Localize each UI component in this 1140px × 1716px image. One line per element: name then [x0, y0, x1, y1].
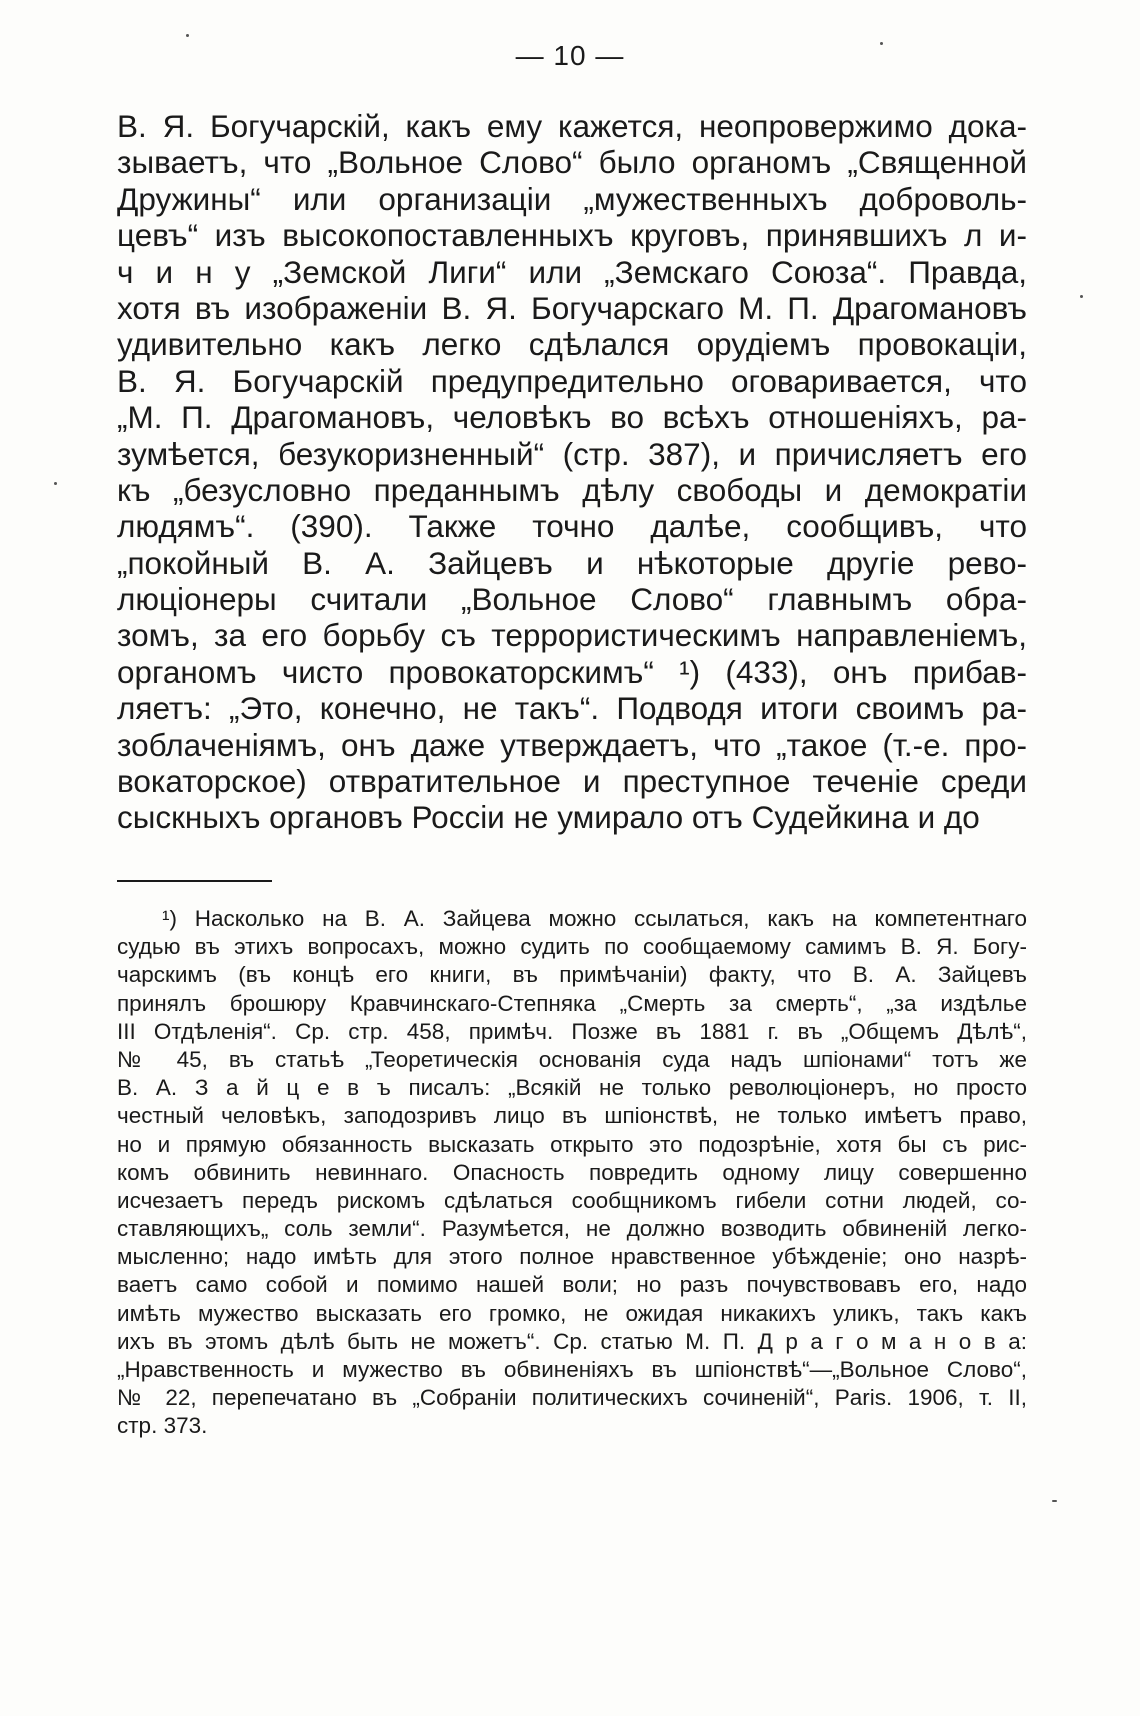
footnote-line: стр. 373.: [117, 1413, 208, 1439]
body-line: цевъ“ изъ высокопоставленныхъ круговъ, принявшихъ л и-: [117, 217, 1027, 254]
body-line: зываетъ, что „Вольное Слово“ было органомъ „Священной: [117, 144, 1027, 181]
body-line: зомъ, за его борьбу съ террористическимъ направленіемъ,: [117, 617, 1027, 654]
footnote-line: № 45, въ статьѣ „Теоретическія основанія суда надъ шпіонами“ тотъ же: [117, 1046, 1027, 1072]
scan-speck: [54, 482, 57, 485]
body-line: люціонеры считали „Вольное Слово“ главнымъ обра-: [117, 581, 1027, 618]
scan-speck: [186, 34, 189, 37]
footnote-line: принялъ брошюру Кравчинскаго-Степняка „Смерть за смерть“, „за издѣлье: [117, 990, 1027, 1016]
footnote-line: III Отдѣленія“. Ср. стр. 458, примѣч. Позже въ 1881 г. въ „Общемъ Дѣлѣ“,: [117, 1018, 1027, 1044]
footnote-line: комъ обвинить невиннаго. Опасность повредить одному лицу совершенно: [117, 1159, 1027, 1185]
footnote-line: „Нравственность и мужество въ обвиненіяхъ въ шпіонствѣ“—„Вольное Слово“,: [117, 1357, 1027, 1382]
body-line: къ „безусловно преданнымъ дѣлу свободы и демократіи: [117, 471, 1027, 508]
footnote-line: имѣть мужество высказать его громко, не ожидая никакихъ уликъ, такъ какъ: [117, 1300, 1027, 1326]
body-line: зоблаченіямъ, онъ даже утверждаетъ, что „такое (т.-е. про-: [117, 726, 1027, 763]
body-line: В. Я. Богучарскій, какъ ему кажется, неопровержимо дока-: [117, 108, 1027, 144]
footnote-line: ¹) Насколько на В. А. Зайцева можно ссылаться, какъ на компетентнаго: [162, 906, 1027, 931]
footnote: [117, 905, 1027, 1441]
body-line: зумѣется, безукоризненный“ (стр. 387), и причисляетъ его: [117, 435, 1027, 472]
scan-speck: [1080, 295, 1083, 298]
footnote-divider: [117, 880, 272, 882]
body-line: „М. П. Драгомановъ, человѣкъ во всѣхъ отношеніяхъ, ра-: [117, 399, 1027, 436]
body-line: людямъ“. (390). Также точно далѣе, сообщивъ, что: [117, 508, 1027, 545]
body-line: удивительно какъ легко сдѣлался орудіемъ провокаціи,: [117, 326, 1027, 363]
footnote-line: № 22, перепечатано въ „Собраніи политическихъ сочиненій“, Paris. 1906, т. II,: [117, 1385, 1027, 1411]
body-line: В. Я. Богучарскій предупредительно оговаривается, что: [117, 362, 1027, 399]
body-line: органомъ чисто провокаторскимъ“ ¹) (433), онъ прибав-: [117, 653, 1027, 690]
footnote-line: ихъ въ этомъ дѣлѣ быть не можетъ“. Ср. статью М. П. Д р а г о м а н о в а:: [117, 1328, 1027, 1354]
footnote-line: судью въ этихъ вопросахъ, можно судить по сообщаемому самимъ В. Я. Богу-: [117, 934, 1027, 960]
scan-speck: [1052, 1500, 1057, 1502]
scan-speck: [880, 42, 883, 45]
body-line: хотя въ изображеніи В. Я. Богучарскаго М. П. Драгомановъ: [117, 289, 1027, 326]
body-line: „покойный В. А. Зайцевъ и нѣкоторые другіе рево-: [117, 544, 1027, 581]
page-number: — 10 —: [515, 40, 625, 71]
footnote-line: мысленно; надо имѣть для этого полное нравственное убѣжденіе; оно назрѣ-: [117, 1244, 1027, 1270]
footnote-line: но и прямую обязанность высказать открыто это подозрѣніе, хотя бы съ рис-: [117, 1131, 1027, 1157]
body-line: ляетъ: „Это, конечно, не такъ“. Подводя итоги своимъ ра-: [117, 690, 1027, 727]
body-line: вокаторское) отвратительное и преступное теченіе среди: [117, 763, 1027, 800]
main-body-text: [117, 108, 1027, 836]
footnote-line: честный человѣкъ, заподозривъ лицо въ шпіонствѣ, не только имѣетъ право,: [117, 1103, 1027, 1129]
footnote-line: чарскимъ (въ концѣ его книги, въ примѣчаніи) факту, что В. А. Зайцевъ: [117, 962, 1027, 988]
body-line: Дружины“ или организаціи „мужественныхъ доброволь-: [117, 180, 1027, 217]
footnote-line: исчезаетъ передъ рискомъ сдѣлаться сообщникомъ гибели сотни людей, со-: [117, 1187, 1027, 1213]
body-line: сыскныхъ органовъ Россіи не умирало отъ Судейкина и до: [117, 799, 980, 836]
footnote-line: ставляющихъ„ соль земли“. Разумѣется, не должно возводить обвиненій легко-: [117, 1216, 1027, 1242]
footnote-line: В. А. З а й ц е в ъ писалъ: „Всякій не только революціонеръ, но просто: [117, 1075, 1027, 1101]
body-line: ч и н у „Земской Лиги“ или „Земскаго Союза“. Правда,: [117, 253, 1027, 290]
footnote-line: ваетъ само собой и помимо нашей воли; но разъ почувствовавъ его, надо: [117, 1272, 1027, 1298]
